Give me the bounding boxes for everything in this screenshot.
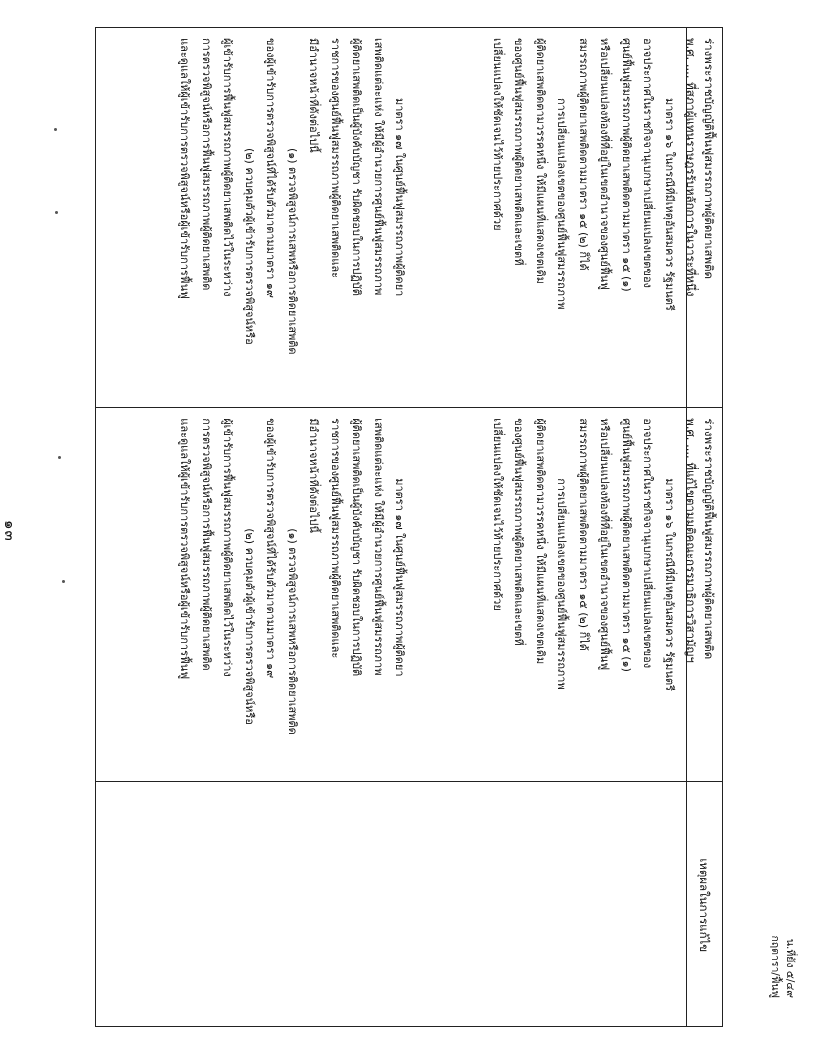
- text-line: การเปลี่ยนแปลงเขตของศูนย์ฟื้นฟูสมรรถภาพ: [555, 98, 569, 310]
- text-line: การตรวจพิสูจน์หรือการฟื้นฟูสมรรถภาพผู้ติดยาเสพติด: [200, 418, 213, 671]
- text-line: ของศูนย์ฟื้นฟูสมรรถภาพผู้ติดยาเสพติดและเขตที่: [512, 38, 526, 266]
- document-reference: [737, 838, 797, 998]
- text-line: มาตรา ๑๗ ในศูนย์ฟื้นฟูสมรรถภาพผู้ติดยา: [393, 98, 407, 297]
- text-line: ราชการของศูนย์ฟื้นฟูสมรรถภาพผู้ติดยาเสพติดและ: [329, 418, 342, 659]
- text-line: การตรวจพิสูจน์หรือการฟื้นฟูสมรรถภาพผู้ติดยาเสพติด: [200, 38, 213, 291]
- text-line: หรือเปลี่ยนแปลงท้องที่ที่อยู่ในเขตอำนาจของศูนย์ฟื้นฟู: [598, 38, 612, 290]
- text-line: ผู้เข้ารับการฟื้นฟูสมรรถภาพผู้ติดยาเสพติดไว้ในระหว่าง: [221, 38, 235, 297]
- text-line: ผู้ติดยาเสพติดตามวรรคหนึ่ง ให้มีแผนที่แสดงเขตเดิม: [534, 418, 547, 665]
- comparison-table: [95, 27, 723, 1027]
- text-line: มีอำนาจหน้าที่ดังต่อไปนี้: [307, 38, 321, 153]
- text-line: อาจประกาศในราชกิจจานุเบกษาเปลี่ยนแปลงเขตของ: [641, 418, 655, 669]
- scan-speck: [58, 456, 61, 459]
- column-revised-draft: [96, 407, 722, 781]
- text-line: (๑) ตรวจพิสูจน์การเสพหรือการติดยาเสพติด: [286, 528, 299, 735]
- header-line: ร่างพระราชบัญญัติฟื้นฟูสมรรถภาพผู้ติดยาเสพติด: [702, 418, 716, 660]
- text-line: ผู้ติดยาเสพติดเป็นผู้บังคับบัญชา รับผิดชอบในการปฏิบัติ: [350, 38, 364, 296]
- text-line: ศูนย์ฟื้นฟูสมรรถภาพผู้ติดยาเสพติดตามมาตรา ๑๕ (๑): [620, 418, 633, 672]
- column-body: [96, 408, 686, 781]
- scan-speck: [54, 128, 57, 131]
- paragraph-gap: [411, 38, 487, 399]
- text-line: มาตรา ๑๖ ในกรณีที่มีเหตุอันสมควร รัฐมนตรี: [663, 478, 676, 691]
- text-line: การเปลี่ยนแปลงเขตของศูนย์ฟื้นฟูสมรรถภาพ: [555, 478, 569, 690]
- header-line: เหตุผลในการแก้ไข: [697, 858, 711, 953]
- reference-line: กฤตารา/ฟื้นฟู: [769, 935, 781, 998]
- text-line: และดูแลให้ผู้เข้ารับการตรวจพิสูจน์หรือผู้เข้ารับการฟื้นฟู: [178, 38, 192, 299]
- column-header: [686, 782, 722, 1026]
- text-line: มาตรา ๑๗ ในศูนย์ฟื้นฟูสมรรถภาพผู้ติดยา: [393, 478, 407, 677]
- text-line: ของผู้เข้ารับการตรวจพิสูจน์ที่ได้รับตัวมาตามมาตรา ๑๙: [264, 38, 278, 298]
- header-line: พ.ศ. .... ที่สภาผู้แทนราษฎรรับหลักการในวาระที่หนึ่ง: [684, 38, 698, 297]
- text-line: เปลี่ยนแปลงให้ชัดเจนไว้ท้ายประกาศด้วย: [491, 418, 504, 611]
- text-line: (๒) ควบคุมตัวผู้เข้ารับการตรวจพิสูจน์หรือ: [243, 148, 256, 345]
- column-body: [96, 28, 686, 407]
- header-line: พ.ศ. .... ที่แก้ไขตามมติคณะกรรมาธิการวิสามัญฯ: [684, 418, 698, 663]
- document-reference-text: [767, 838, 797, 998]
- scan-speck: [55, 211, 58, 214]
- column-original-draft: [96, 28, 722, 407]
- text-line: เสพติดแต่ละแห่ง ให้มีผู้อำนวยการศูนย์ฟื้นฟูสมรรถภาพ: [372, 38, 385, 296]
- text-line: หรือเปลี่ยนแปลงท้องที่ที่อยู่ในเขตอำนาจของศูนย์ฟื้นฟู: [598, 418, 612, 671]
- text-line: สมรรถภาพผู้ติดยาเสพติดตามมาตรา ๑๕ (๒) ก็ได้: [577, 418, 590, 651]
- text-line: ของศูนย์ฟื้นฟูสมรรถภาพผู้ติดยาเสพติดและเขตที่: [512, 418, 526, 646]
- text-line: ผู้ติดยาเสพติดตามวรรคหนึ่ง ให้มีแผนที่แสดงเขตเดิม: [534, 38, 547, 285]
- page-number: ๑๓: [1, 520, 19, 542]
- reference-line: น.ที่ยัง ๕/๔๙: [784, 938, 796, 998]
- text-line: ผู้เข้ารับการฟื้นฟูสมรรถภาพผู้ติดยาเสพติดไว้ในระหว่าง: [221, 418, 235, 677]
- column-reasons: [96, 781, 722, 1026]
- text-line: อาจประกาศในราชกิจจานุเบกษาเปลี่ยนแปลงเขตของ: [641, 38, 655, 288]
- column-body-empty: [96, 782, 686, 1026]
- text-line: มาตรา ๑๖ ในกรณีที่มีเหตุอันสมควร รัฐมนตรี: [663, 98, 676, 311]
- table-wrapper: [95, 27, 723, 1027]
- paragraph-gap: [411, 418, 487, 773]
- text-line: (๒) ควบคุมตัวผู้เข้ารับการตรวจพิสูจน์หรือ: [243, 528, 256, 725]
- header-line: ร่างพระราชบัญญัติฟื้นฟูสมรรถภาพผู้ติดยาเสพติด: [702, 38, 716, 280]
- text-line: ราชการของศูนย์ฟื้นฟูสมรรถภาพผู้ติดยาเสพติดและ: [329, 38, 342, 279]
- text-line: ของผู้เข้ารับการตรวจพิสูจน์ที่ได้รับตัวมาตามมาตรา ๑๙: [264, 418, 278, 679]
- text-line: (๑) ตรวจพิสูจน์การเสพหรือการติดยาเสพติด: [286, 148, 299, 355]
- text-line: สมรรถภาพผู้ติดยาเสพติดตามมาตรา ๑๕ (๒) ก็ได้: [577, 38, 590, 271]
- text-line: ศูนย์ฟื้นฟูสมรรถภาพผู้ติดยาเสพติดตามมาตรา ๑๕ (๑): [620, 38, 633, 292]
- text-line: และดูแลให้ผู้เข้ารับการตรวจพิสูจน์หรือผู้เข้ารับการฟื้นฟู: [178, 418, 192, 680]
- rotated-page: [95, 27, 723, 1027]
- column-header: [686, 408, 722, 781]
- text-line: มีอำนาจหน้าที่ดังต่อไปนี้: [307, 418, 321, 533]
- scan-speck: [62, 580, 65, 583]
- text-line: ผู้ติดยาเสพติดเป็นผู้บังคับบัญชา รับผิดชอบในการปฏิบัติ: [350, 418, 364, 677]
- text-line: เปลี่ยนแปลงให้ชัดเจนไว้ท้ายประกาศด้วย: [491, 38, 504, 231]
- text-line: เสพติดแต่ละแห่ง ให้มีผู้อำนวยการศูนย์ฟื้นฟูสมรรถภาพ: [372, 418, 385, 676]
- column-header: [686, 28, 722, 407]
